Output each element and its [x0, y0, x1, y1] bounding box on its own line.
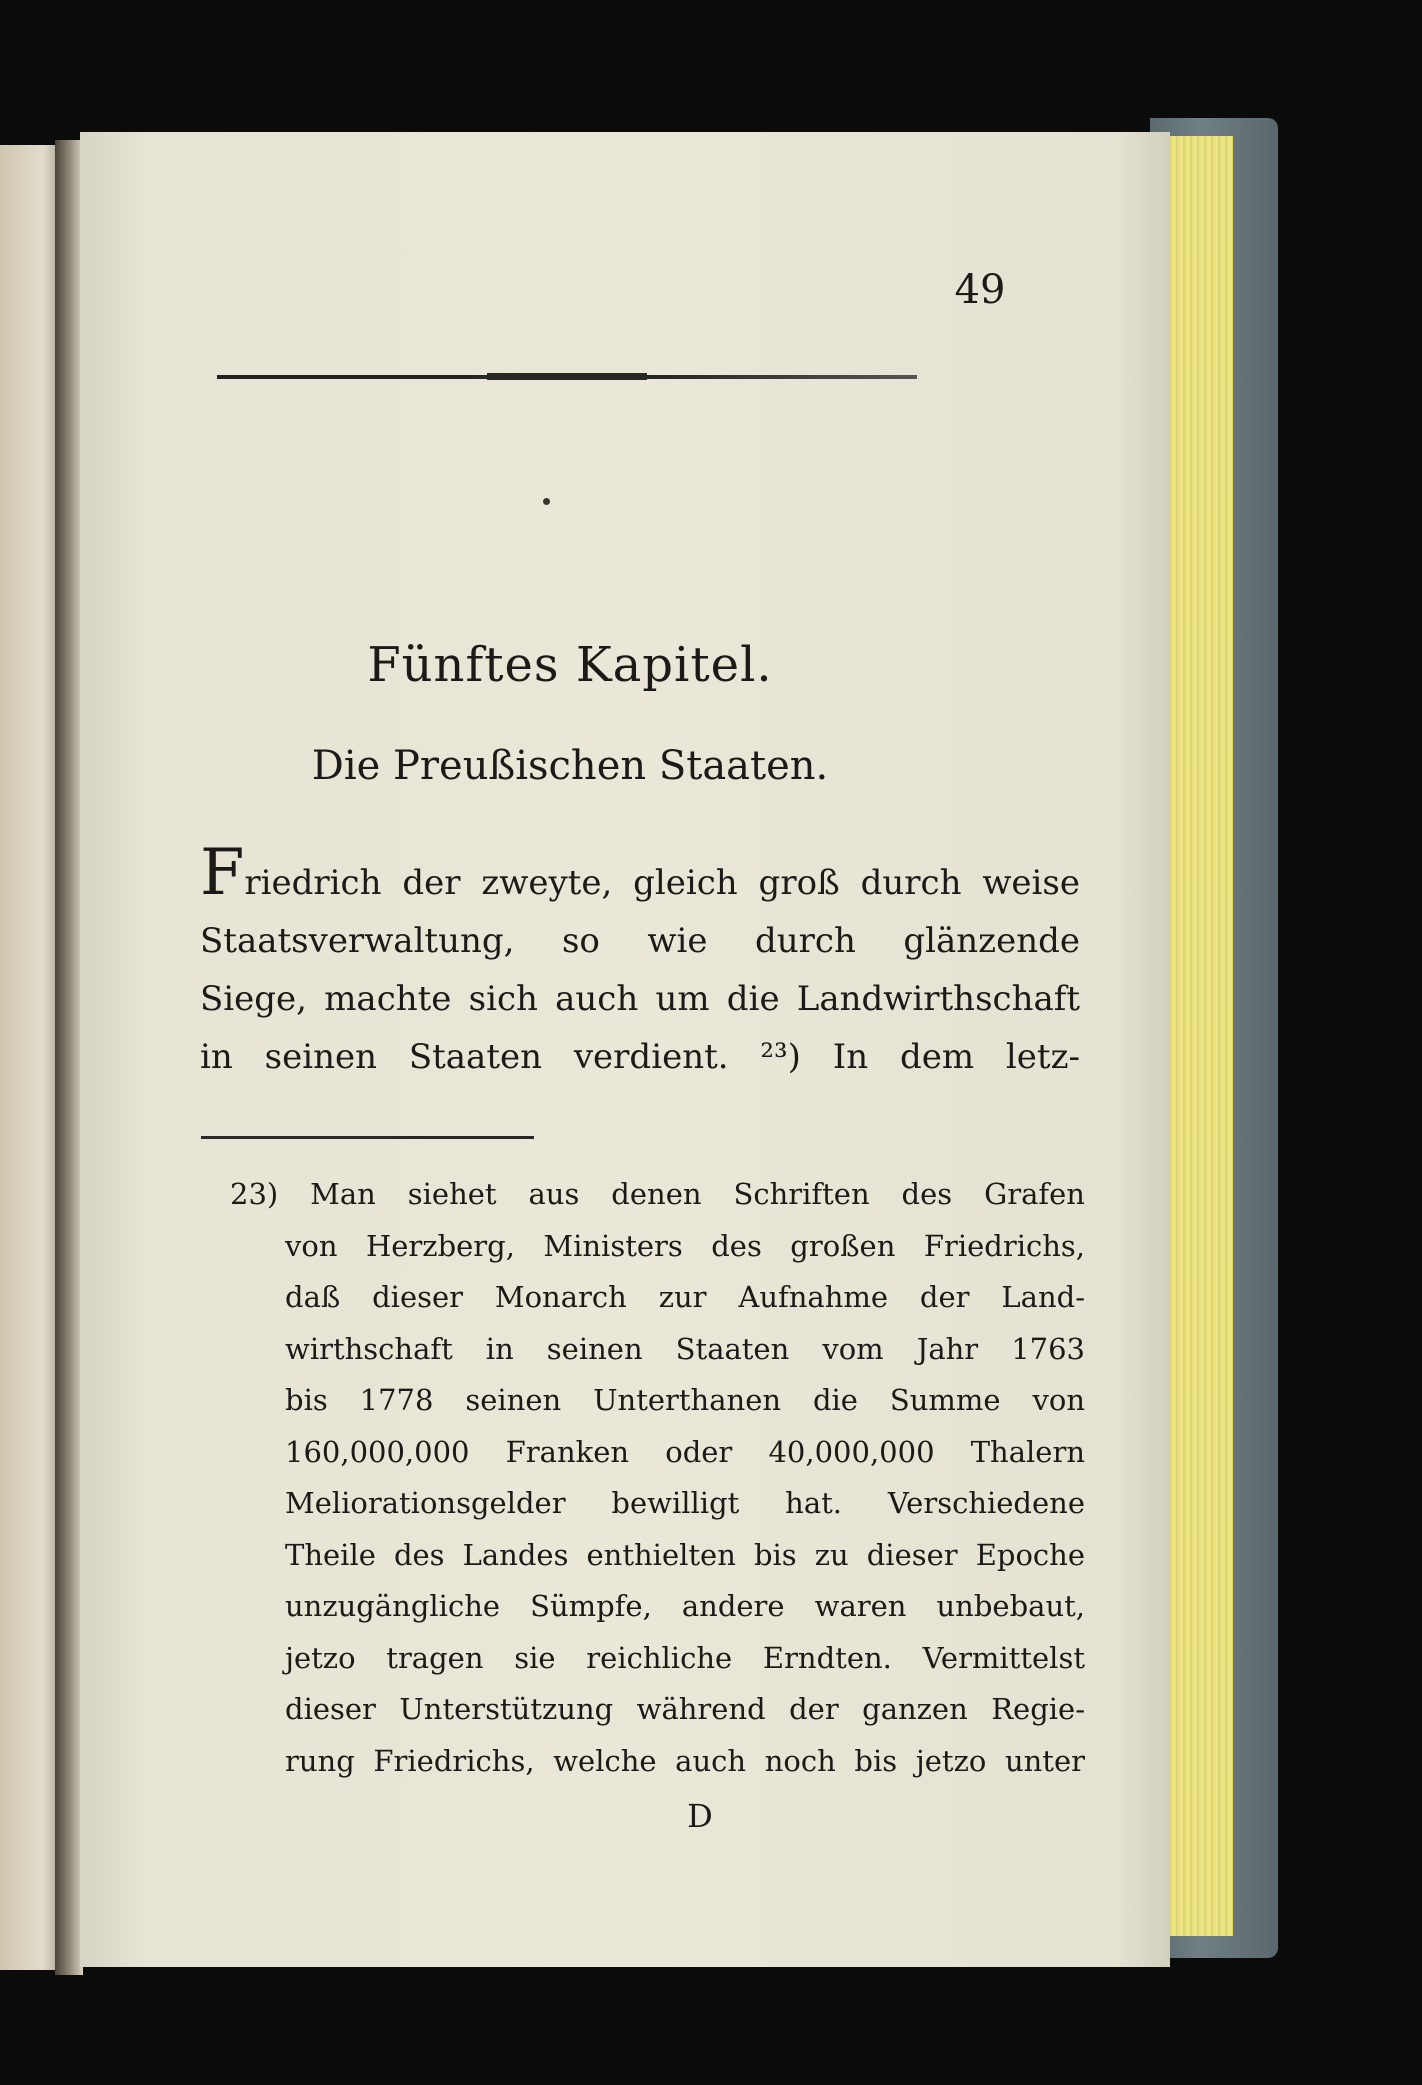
footnote-line: daß dieser Monarch zur Aufnahme der Land-	[285, 1280, 1085, 1314]
catchword: D	[687, 1797, 713, 1835]
footnote-line: unzugängliche Sümpfe, andere waren unbebaut,	[285, 1589, 1085, 1623]
body-paragraph	[200, 836, 1080, 1086]
footnote-line: 160,000,000 Franken oder 40,000,000 Thalern	[285, 1434, 1085, 1469]
footnote-line: Theile des Landes enthielten bis zu dieser Epoche	[285, 1537, 1085, 1572]
footnote-line: jetzo tragen sie reichliche Erndten. Vermittelst	[285, 1640, 1085, 1675]
page-number: 49	[954, 267, 1006, 313]
book-page	[80, 132, 1170, 1967]
body-line: Staatsverwaltung, so wie durch glänzende	[200, 921, 1080, 961]
footnote-line: wirthschaft in seinen Staaten vom Jahr 1763	[285, 1331, 1085, 1366]
footnote-line: Meliorationsgelder bewilligt hat. Verschiedene	[285, 1486, 1085, 1520]
header-rule	[217, 375, 917, 379]
body-line: in seinen Staaten verdient. ²³) In dem letz-	[200, 1037, 1080, 1077]
ornament-dot	[543, 498, 550, 505]
footnote-line: rung Friedrichs, welche auch noch bis jetzo unter	[285, 1743, 1085, 1778]
footnote-line: bis 1778 seinen Unterthanen die Summe von	[285, 1383, 1085, 1417]
footnote-rule	[201, 1136, 534, 1139]
footnote-line: 23) Man siehet aus denen Schriften des Grafen	[230, 1177, 1085, 1211]
chapter-heading: Fünftes Kapitel.	[367, 637, 773, 693]
page-edges	[1165, 136, 1233, 1936]
drop-cap: F	[200, 836, 245, 910]
footnote-line: dieser Unterstützung während der ganzen Regie-	[285, 1692, 1085, 1726]
body-line: Friedrich der zweyte, gleich groß durch weise	[200, 836, 1080, 910]
footnote	[230, 1169, 1085, 1787]
footnote-line: von Herzberg, Ministers des großen Friedrichs,	[285, 1228, 1085, 1263]
book-gutter	[55, 140, 83, 1975]
left-page-edge	[0, 145, 62, 1970]
chapter-subheading: Die Preußischen Staaten.	[311, 743, 829, 789]
body-line: Siege, machte sich auch um die Landwirthschaft	[200, 979, 1080, 1019]
